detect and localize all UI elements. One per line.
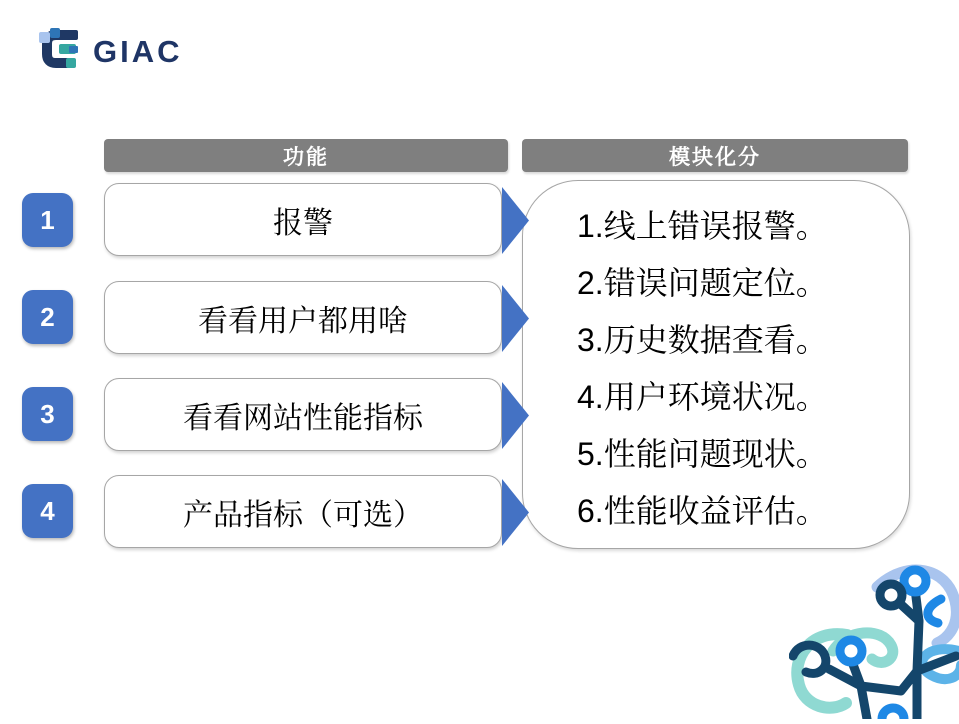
brand-logo (38, 26, 183, 77)
step-number-2: 2 (22, 290, 73, 344)
module-item-history-data: 3.历史数据查看。 (577, 322, 828, 358)
module-item-performance-benefit: 6.性能收益评估。 (577, 493, 828, 529)
feature-box-alarm: 报警 (104, 183, 502, 256)
feature-box-product-metrics: 产品指标（可选） (104, 475, 502, 548)
feature-box-user-usage: 看看用户都用啥 (104, 281, 502, 354)
step-number-4: 4 (22, 484, 73, 538)
network-molecule-decoration-icon (789, 559, 959, 719)
module-item-user-environment: 4.用户环境状况。 (577, 379, 828, 415)
giac-logo-icon (38, 26, 84, 77)
feature-box-site-performance: 看看网站性能指标 (104, 378, 502, 451)
step-number-3: 3 (22, 387, 73, 441)
brand-name: GIAC (93, 34, 183, 69)
module-item-error-locating: 2.错误问题定位。 (577, 265, 828, 301)
modules-panel (522, 180, 910, 549)
step-number-1: 1 (22, 193, 73, 247)
header-modules: 模块化分 (522, 139, 908, 172)
header-functions: 功能 (104, 139, 508, 172)
module-item-performance-status: 5.性能问题现状。 (577, 436, 828, 472)
module-item-online-error-alarm: 1.线上错误报警。 (577, 208, 828, 244)
